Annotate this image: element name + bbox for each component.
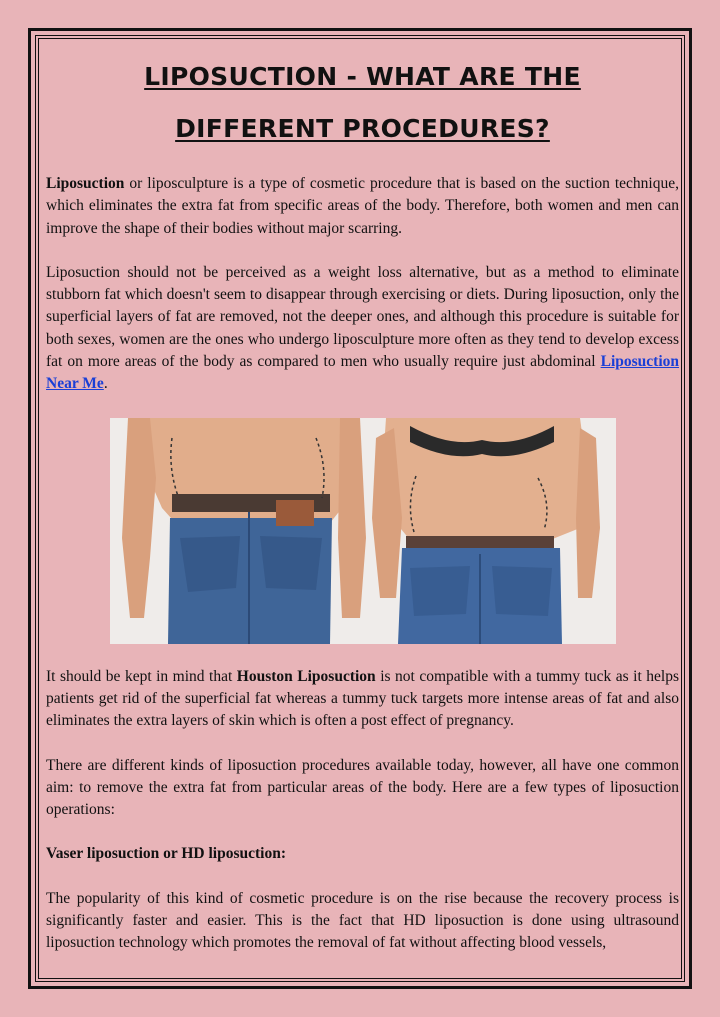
- paragraph-procedure-types: [46, 755, 679, 822]
- liposuction-near-me-link[interactable]: Liposuction Near Me: [46, 353, 679, 393]
- vaser-text: The popularity of this kind of cosmetic procedure is on the rise because the recovery process is significantly faster and easier. This is the fact that HD liposuction is done using ultrasound liposuction technology which promotes the removal of fat without affecting blood vessels,: [46, 889, 679, 952]
- weight-loss-text: Liposuction should not be perceived as a weight loss alternative, but as a method to eliminate stubborn fat which doesn't seem to disappear through exercising or diets. During liposuction, only the superficial layers of fat are removed, not the deeper ones, and although this procedure is suitable for both sexes, women are the ones who undergo liposculpture more often as they tend to develop excess fat on more areas of the body as compared to men who usually require just abdominal: [46, 263, 679, 371]
- houston-start: It should be kept in mind that: [46, 667, 237, 685]
- title-line-1: LIPOSUCTION - WHAT ARE THE: [144, 62, 581, 91]
- houston-text: is not compatible with a tummy tuck as it helps patients get rid of the superficial fat whereas a tummy tuck targets more intense areas of fat and also eliminates the extra layers of skin which is often a post effect of pregnancy.: [46, 667, 679, 730]
- paragraph-vaser: [46, 888, 679, 955]
- subheading-vaser: Vaser liposuction or HD liposuction:: [46, 845, 287, 863]
- liposuction-photo: [110, 418, 616, 644]
- document-frame: [28, 28, 692, 989]
- paragraph-intro: [46, 173, 679, 240]
- title-line-2: DIFFERENT PROCEDURES?: [175, 114, 550, 143]
- intro-text: or liposculpture is a type of cosmetic procedure that is based on the suction technique, which eliminates the extra fat from specific areas of the body. Therefore, both women and men can improve the shape of their bodies without major scarring.: [46, 175, 679, 237]
- intro-keyword: Liposuction: [46, 175, 125, 192]
- people-backs-illustration: [110, 418, 616, 644]
- houston-keyword: Houston Liposuction: [236, 667, 376, 685]
- paragraph-weight-loss: [46, 262, 679, 396]
- paragraph-houston: [46, 666, 679, 733]
- document-body: [46, 51, 679, 977]
- page-title: [46, 51, 679, 155]
- man-back-figure: [122, 418, 366, 644]
- procedure-types-text: There are different kinds of liposuction procedures available today, however, all have one common aim: to remove the extra fat from particular areas of the body. Here are a few types of liposuction operations:: [46, 756, 679, 819]
- weight-loss-end: .: [103, 375, 108, 393]
- woman-back-figure: [372, 418, 600, 644]
